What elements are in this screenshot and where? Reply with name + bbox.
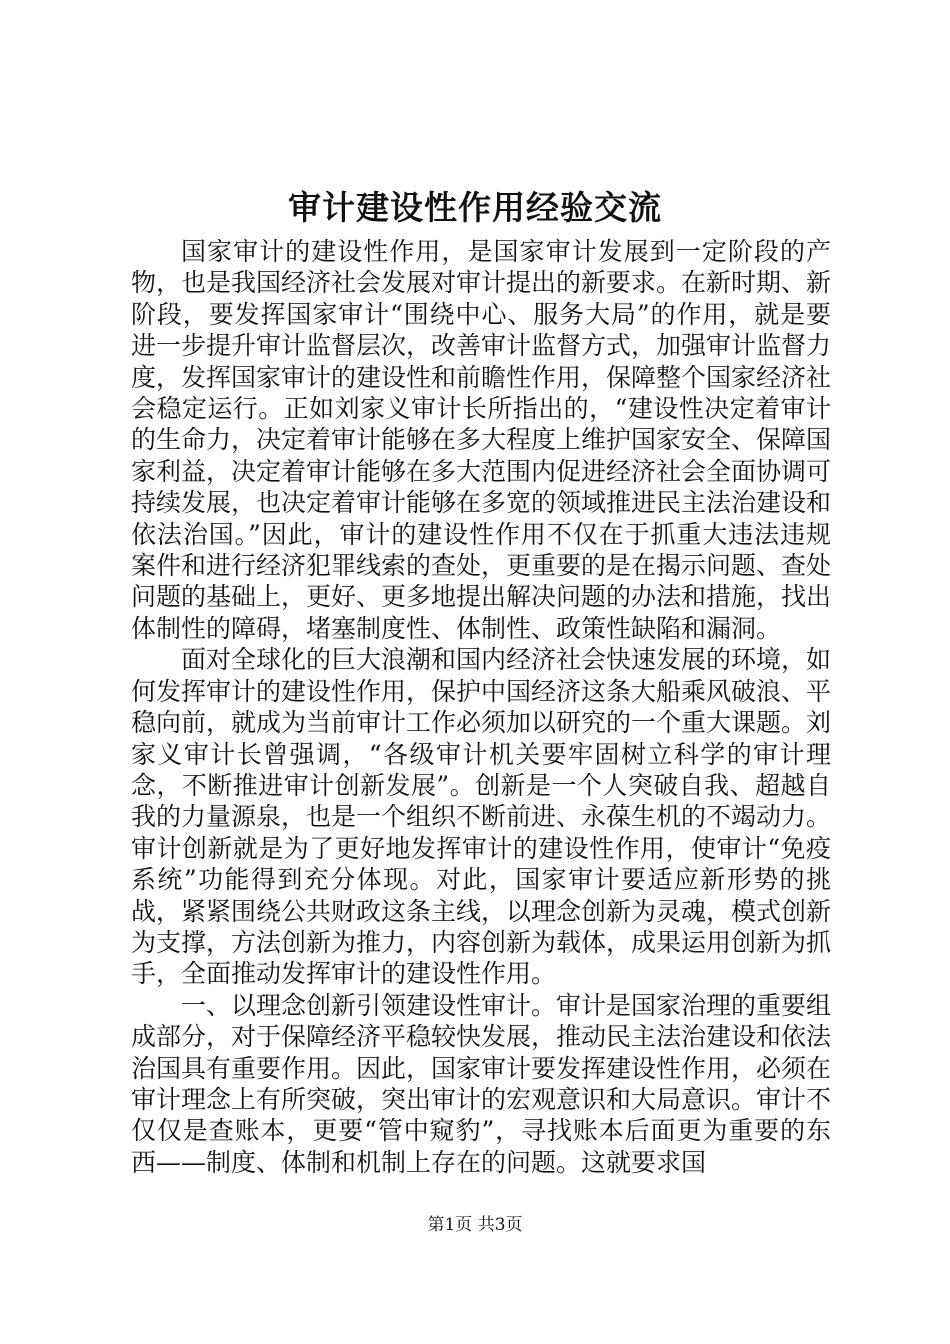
document-body xyxy=(131,236,831,1178)
paragraph-3: 一、以理念创新引领建设性审计。审计是国家治理的重要组成部分，对于保障经济平稳较快发展，推动民主法治建设和依法治国具有重要作用。因此，国家审计要发挥建设性作用，必须在审计理念上有所突破，突出审计的宏观意识和大局意识。审计不仅仅是查账本，更要“管中窥豹”，寻找账本后面更为重要的东西——制度、体制和机制上存在的问题。这就要求国 xyxy=(131,990,832,1177)
paragraph-2: 面对全球化的巨大浪潮和国内经济社会快速发展的环境，如何发挥审计的建设性作用，保护中国经济这条大船乘风破浪、平稳向前，就成为当前审计工作必须加以研究的一个重大课题。刘家义审计长曾强调，“各级审计机关要牢固树立科学的审计理念，不断推进审计创新发展”。创新是一个人突破自我、超越自我的力量源泉，也是一个组织不断前进、永葆生机的不竭动力。审计创新就是为了更好地发挥审计的建设性作用，使审计“免疫系统”功能得到充分体现。对此，国家审计要适应新形势的挑战，紧紧围绕公共财政这条主线，以理念创新为灵魂，模式创新为支撑，方法创新为推力，内容创新为载体，成果运用创新为抓手，全面推动发挥审计的建设性作用。 xyxy=(131,645,832,989)
paragraph-1: 国家审计的建设性作用，是国家审计发展到一定阶段的产物，也是我国经济社会发展对审计提出的新要求。在新时期、新阶段，要发挥国家审计“围绕中心、服务大局”的作用，就是要进一步提升审计监督层次，改善审计监督方式，加强审计监督力度，发挥国家审计的建设性和前瞻性作用，保障整个国家经济社会稳定运行。正如刘家义审计长所指出的，“建设性决定着审计的生命力，决定着审计能够在多大程度上维护国家安全、保障国家利益，决定着审计能够在多大范围内促进经济社会全面协调可持续发展，也决定着审计能够在多宽的领域推进民主法治建设和依法治国。”因此，审计的建设性作用不仅在于抓重大违法违规案件和进行经济犯罪线索的查处，更重要的是在揭示问题、查处问题的基础上，更好、更多地提出解决问题的办法和措施，找出体制性的障碍，堵塞制度性、体制性、政策性缺陷和漏洞。 xyxy=(131,237,832,643)
page-number-footer: 第1页 共3页 xyxy=(427,1215,523,1235)
document-title: 审计建设性作用经验交流 xyxy=(288,188,662,227)
